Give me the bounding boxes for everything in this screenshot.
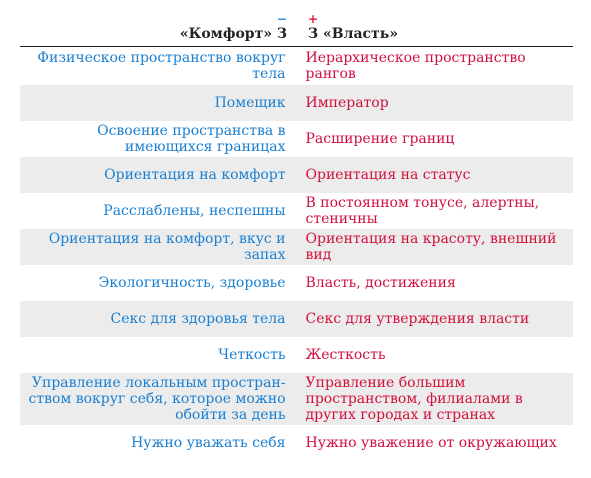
- header-left-label: «Комфорт»: [179, 26, 273, 42]
- table-row: [20, 373, 573, 425]
- header-left: [179, 12, 287, 42]
- table-row: [20, 265, 573, 301]
- plus-sign: +: [308, 12, 319, 26]
- left-cell: Управление локальным простран-ством вокруг себя, которое можно обойти за день: [28, 375, 286, 423]
- left-cell: Секс для здоровья тела: [110, 311, 286, 327]
- table-row: [20, 337, 573, 373]
- table-header: [20, 12, 573, 47]
- right-cell: В постоянном тонусе, алертны, стеничны: [305, 195, 540, 227]
- right-cell: Ориентация на статус: [305, 167, 471, 183]
- header-left-mark: З −: [276, 12, 287, 42]
- header-right-label: «Власть»: [322, 26, 398, 42]
- right-cell: Власть, достижения: [305, 275, 456, 291]
- table-row: [20, 229, 573, 265]
- right-cell: Жесткость: [305, 347, 386, 363]
- table-row: [20, 301, 573, 337]
- left-cell: Освоение пространства в имеющихся границах: [97, 123, 286, 155]
- right-cell: Иерархическое пространство рангов: [305, 50, 526, 82]
- table-row: [20, 85, 573, 121]
- left-cell: Физическое пространство вокруг тела: [37, 50, 286, 82]
- right-cell: Император: [305, 95, 389, 111]
- right-cell: Ориентация на красоту, внешний вид: [305, 231, 557, 263]
- right-cell: Секс для утверждения власти: [305, 311, 530, 327]
- minus-sign: −: [276, 12, 287, 26]
- left-cell: Помещик: [214, 95, 286, 111]
- right-cell: Нужно уважение от окружающих: [305, 435, 557, 451]
- left-cell: Нужно уважать себя: [131, 435, 286, 451]
- comparison-table: [20, 12, 573, 461]
- table-row: [20, 157, 573, 193]
- table-row: [20, 193, 573, 229]
- left-cell: Расслаблены, неспешны: [103, 203, 286, 219]
- left-cell: Ориентация на комфорт: [104, 167, 286, 183]
- table-row: [20, 47, 573, 85]
- header-right-mark: З +: [308, 12, 319, 42]
- left-cell: Экологичность, здоровье: [98, 275, 286, 291]
- header-right: [308, 12, 398, 42]
- right-cell: Управление большим пространством, филиалами в других городах и странах: [305, 375, 523, 423]
- left-cell: Ориентация на комфорт, вкус и запах: [48, 231, 286, 263]
- right-cell: Расширение границ: [305, 131, 455, 147]
- table-row: [20, 425, 573, 461]
- left-cell: Четкость: [218, 347, 286, 363]
- table-row: [20, 121, 573, 157]
